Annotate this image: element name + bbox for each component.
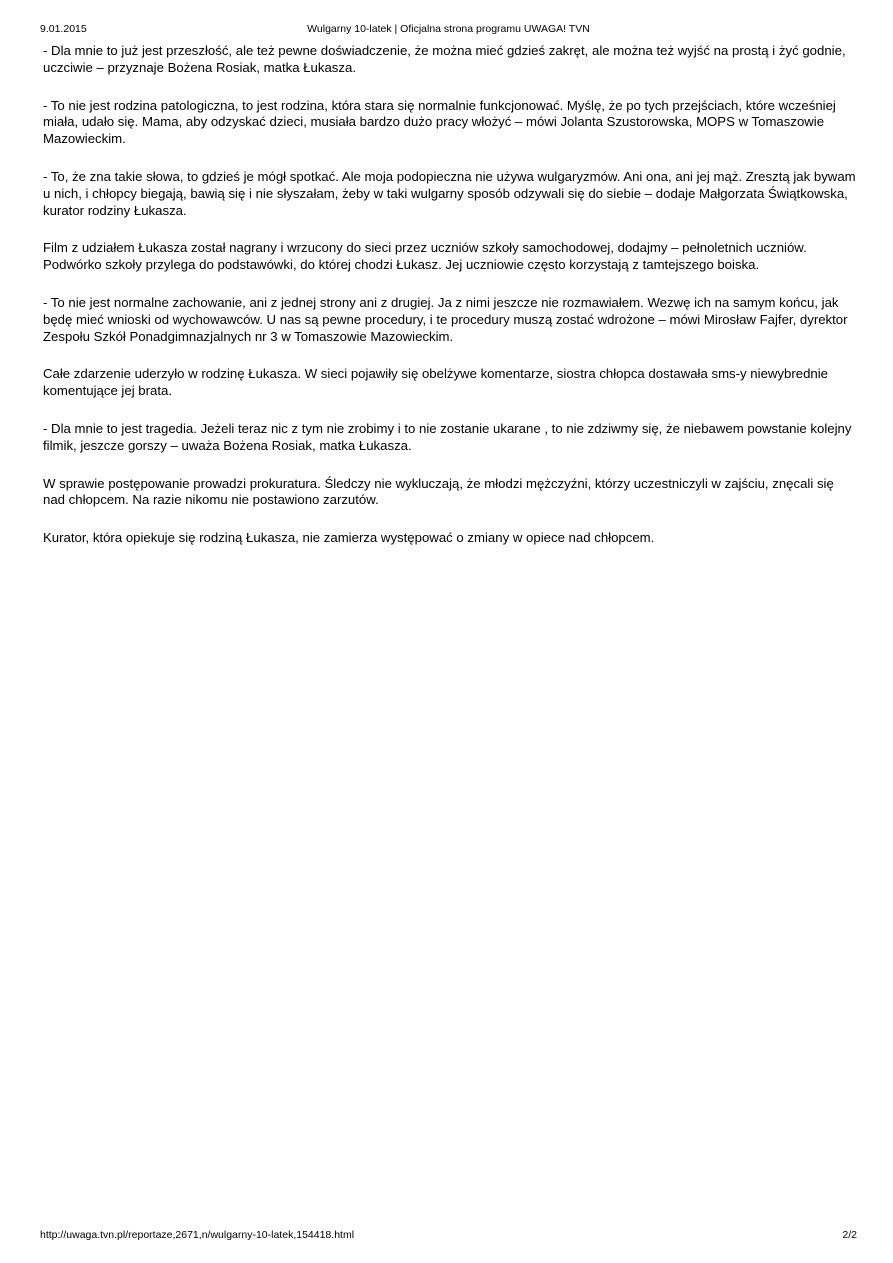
article-paragraph: - Dla mnie to jest tragedia. Jeżeli teraz nic z tym nie zrobimy i to nie zostanie ukarane , to nie zdziwmy się, że niebawem powstanie kolejny filmik, jeszcze gorszy – uważa Bożena Rosiak, matka Łukasza. [43,420,852,453]
print-footer [40,1228,857,1242]
article-paragraph: - To, że zna takie słowa, to gdzieś je mógł spotkać. Ale moja podopieczna nie używa wulgaryzmów. Ani ona, ani jej mąż. Zresztą jak bywam u nich, i chłopcy biegają, bawią się i nie słyszałam, żeby w taki wulgarny sposób odzywali się do siebie – dodaje Małgorzata Świątkowska, kurator rodziny Łukasza. [43,168,856,218]
article-paragraph: - Dla mnie to już jest przeszłość, ale też pewne doświadczenie, że można mieć gdzieś zakręt, ale można też wyjść na prostą i żyć godnie, uczciwie – przyznaje Bożena Rosiak, matka Łukasza. [43,43,846,75]
article-paragraph: - To nie jest rodzina patologiczna, to jest rodzina, która stara się normalnie funkcjonować. Myślę, że po tych przejściach, które wcześniej miała, udało się. Mama, aby odzyskać dzieci, musiała bardzo dużo pracy włożyć – mówi Jolanta Szustorowska, MOPS w Tomaszowie Mazowieckim. [43,97,836,147]
print-page-title: Wulgarny 10-latek | Oficjalna strona programu UWAGA! TVN [307,23,590,35]
article-paragraph: Kurator, która opiekuje się rodziną Łukasza, nie zamierza występować o zmiany w opiece nad chłopcem. [43,530,655,546]
article-paragraph: - To nie jest normalne zachowanie, ani z jednej strony ani z drugiej. Ja z nimi jeszcze nie rozmawiałem. Wezwę ich na samym końcu, jak będę mieć wnioski od wychowawców. U nas są pewne procedury, i te procedury muszą zostać wdrożone – mówi Mirosław Fajfer, dyrektor Zespołu Szkół Ponadgimnazjalnych nr 3 w Tomaszowie Mazowieckim. [43,294,848,344]
article-paragraph: W sprawie postępowanie prowadzi prokuratura. Śledczy nie wykluczają, że młodzi mężczyźni, którzy uczestniczyli w zajściu, znęcali się nad chłopcem. Na razie nikomu nie postawiono zarzutów. [43,475,834,508]
page-number: 2/2 [842,1229,857,1241]
article-paragraph: Film z udziałem Łukasza został nagrany i wrzucony do sieci przez uczniów szkoły samochodowej, dodajmy – pełnoletnich uczniów. Podwórko szkoły przylega do podstawówki, do której chodzi Łukasz. Jej uczniowie często korzystają z tamtejszego boiska. [43,240,807,273]
print-date: 9.01.2015 [40,23,87,35]
print-url: http://uwaga.tvn.pl/reportaze,2671,n/wulgarny-10-latek,154418.html [40,1229,355,1241]
print-header [40,22,857,36]
article-body [43,43,858,568]
article-paragraph: Całe zdarzenie uderzyło w rodzinę Łukasza. W sieci pojawiły się obelżywe komentarze, siostra chłopca dostawała sms-y niewybrednie komentujące jej brata. [43,366,829,399]
